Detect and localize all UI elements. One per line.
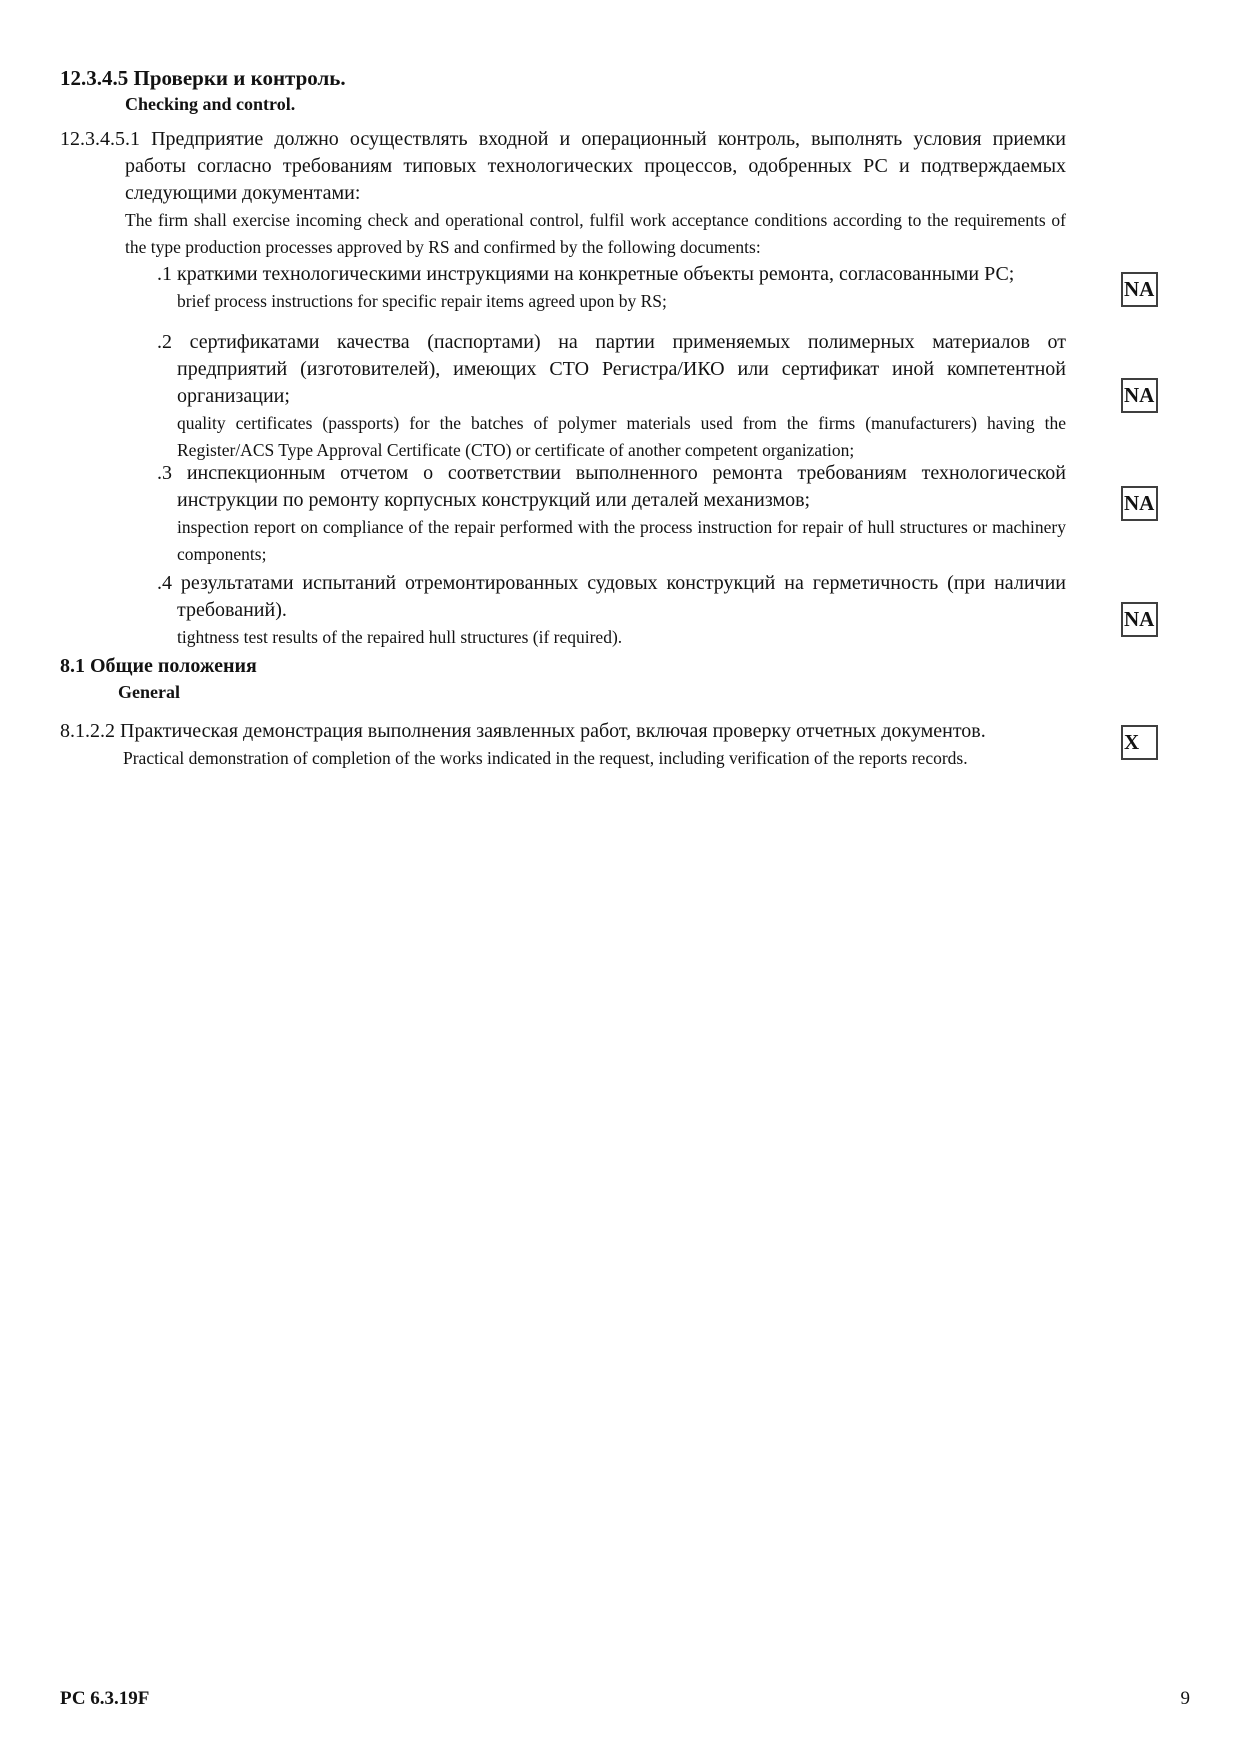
- clause-text-ru: [60, 126, 1066, 207]
- checklist-item-3: [60, 460, 1066, 568]
- clause-text-ru-body: Предприятие должно осуществлять входной и операционный контроль, выполнять условия приемки работы согласно требованиям типовых технологических процессов, одобренных РС и подтверждаемых следующими документами:: [125, 128, 1067, 204]
- clause-number: 8.1.2.2: [60, 720, 115, 742]
- section-title-ru-text: Проверки и контроль.: [133, 66, 346, 90]
- checklist-item-2: [60, 329, 1066, 464]
- clause-text-en: Practical demonstration of completion of the works indicated in the request, including verification of the reports records.: [123, 748, 968, 768]
- item-number: .1: [157, 263, 172, 285]
- item-number: .3: [157, 462, 172, 484]
- mark-box-item-2: NA: [1121, 378, 1158, 413]
- checklist-item-4: [60, 570, 1066, 651]
- item-text-en: quality certificates (passports) for the batches of polymer materials used from the firms (manufacturers) having the Register/ACS Type Approval Certificate (CTO) or certificate of another competent organization;: [177, 413, 1066, 460]
- section-number: 12.3.4.5: [60, 66, 129, 90]
- item-text-ru: [60, 460, 1066, 514]
- item-text-en: tightness test results of the repaired hull structures (if required).: [177, 627, 623, 647]
- mark-box-item-3: NA: [1121, 486, 1158, 521]
- item-text-ru: [60, 261, 1066, 288]
- item-text-ru-body: краткими технологическими инструкциями на конкретные объекты ремонта, согласованными РС;: [177, 263, 1015, 285]
- item-text-en: brief process instructions for specific repair items agreed upon by RS;: [177, 291, 667, 311]
- mark-box-item-4: NA: [1121, 602, 1158, 637]
- item-text-ru: [60, 329, 1066, 410]
- page-number: 9: [1180, 1688, 1190, 1709]
- item-text-en: inspection report on compliance of the repair performed with the process instruction for repair of hull structures or machinery components;: [177, 517, 1066, 564]
- item-number: .4: [157, 572, 172, 594]
- section-title-en: General: [118, 682, 180, 702]
- section-title-ru: [60, 65, 1066, 91]
- item-number: .2: [157, 331, 172, 353]
- clause-number: 12.3.4.5.1: [60, 128, 140, 150]
- clause-text-ru: [60, 718, 1066, 745]
- section-heading-8-1: [60, 653, 1066, 705]
- clause-12-3-4-5-1: [60, 126, 1066, 261]
- section-heading-12-3-4-5: [60, 65, 1066, 117]
- clause-8-1-2-2: [60, 718, 1066, 772]
- page-footer: [60, 1688, 1190, 1710]
- document-code: РС 6.3.19F: [60, 1688, 150, 1709]
- section-title-ru: [60, 653, 1066, 679]
- item-text-ru-body: результатами испытаний отремонтированных судовых конструкций на герметичность (при наличии требований).: [177, 572, 1066, 621]
- item-text-ru: [60, 570, 1066, 624]
- item-text-ru-body: инспекционным отчетом о соответствии выполненного ремонта требованиям технологической инструкции по ремонту корпусных конструкций или деталей механизмов;: [177, 462, 1066, 511]
- section-title-en: Checking and control.: [125, 94, 296, 114]
- mark-box-item-1: NA: [1121, 272, 1158, 307]
- section-number: 8.1: [60, 655, 85, 677]
- mark-box-clause-8-1-2-2: X: [1121, 725, 1158, 760]
- checklist-item-1: [60, 261, 1066, 315]
- section-title-ru-text: Общие положения: [90, 655, 257, 677]
- item-text-ru-body: сертификатами качества (паспортами) на партии применяемых полимерных материалов от предприятий (изготовителей), имеющих СТО Регистра/ИКО или сертификат иной компетентной организации;: [177, 331, 1066, 407]
- clause-text-en: The firm shall exercise incoming check and operational control, fulfil work acceptance conditions according to the requirements of the type production processes approved by RS and confirmed by the following documents:: [125, 210, 1066, 257]
- clause-text-ru-body: Практическая демонстрация выполнения заявленных работ, включая проверку отчетных документов.: [120, 720, 986, 742]
